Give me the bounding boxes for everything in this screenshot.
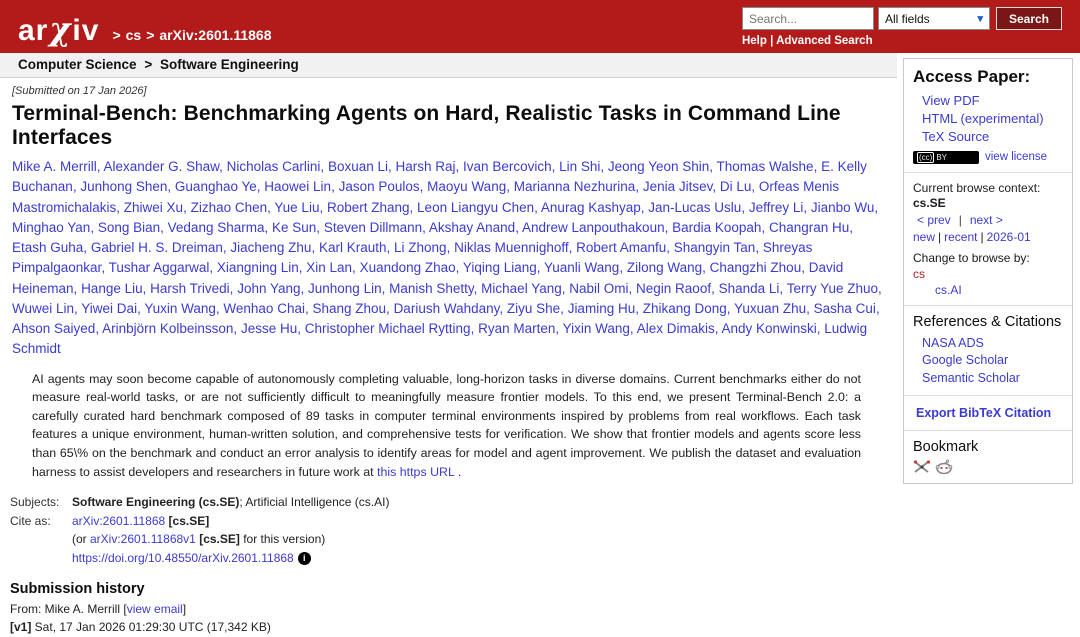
nasa-ads-link[interactable]: NASA ADS xyxy=(922,335,984,350)
help-links xyxy=(742,35,1062,47)
month-link[interactable]: 2026-01 xyxy=(986,229,1031,244)
breadcrumb-cs-link[interactable]: cs xyxy=(125,27,142,43)
author-link[interactable]: Alexander G. Shaw xyxy=(103,159,220,174)
author-link[interactable]: Li Zhong xyxy=(394,240,447,255)
subjects-label: Subjects: xyxy=(10,495,60,510)
submission-history-heading: Submission history xyxy=(10,580,145,597)
arxiv-logo[interactable]: arχiv xyxy=(18,10,100,48)
browse-context-section xyxy=(904,173,1072,306)
author-link[interactable]: Arinbjörn Kolbeinsson xyxy=(102,321,234,336)
author-link[interactable]: Jeong Yeon Shin xyxy=(607,159,710,174)
author-link[interactable]: Robert Zhang xyxy=(326,199,410,215)
citeas-spacer xyxy=(10,530,72,549)
author-link[interactable]: Junhong Lin xyxy=(308,280,382,296)
author-link[interactable]: Andrew Lanpouthakoun xyxy=(521,219,665,235)
citeas-arxiv-link[interactable]: arXiv:2601.11868 xyxy=(72,513,166,528)
prev-link[interactable]: < prev xyxy=(917,212,951,227)
tex-source-link[interactable]: TeX Source xyxy=(922,129,990,145)
author-link[interactable]: Hange Liu xyxy=(81,280,143,296)
author-link[interactable]: Shreyas Pimpalgaonkar xyxy=(12,240,813,276)
author-link[interactable]: Nabil Omi xyxy=(569,280,629,296)
author-link[interactable]: Shangyin Tan xyxy=(673,240,756,255)
prevnext-sep: | xyxy=(958,212,962,227)
author-link[interactable]: Michael Yang xyxy=(481,280,562,296)
submitted-date: [Submitted on 17 Jan 2026] xyxy=(12,85,147,97)
author-link[interactable]: Boxuan Li xyxy=(327,159,388,174)
category-cs-link[interactable]: Computer Science xyxy=(18,57,137,72)
author-link[interactable]: Yue Liu xyxy=(274,199,320,215)
submission-from-line: From: Mike A. Merrill [view email] xyxy=(10,601,187,616)
access-paper-heading: Access Paper: xyxy=(913,67,1031,86)
search-button[interactable]: Search xyxy=(996,7,1062,30)
doi-link[interactable]: https://doi.org/10.48550/arXiv.2601.11868 xyxy=(72,550,294,565)
browse-context-value: cs.SE xyxy=(913,195,946,210)
author-link[interactable]: Karl Krauth xyxy=(318,240,387,255)
author-link[interactable]: Shanda Li xyxy=(718,280,780,296)
author-link[interactable]: Wuwei Lin xyxy=(12,300,75,316)
author-link[interactable]: Changzhi Zhou xyxy=(709,260,802,276)
advanced-search-link[interactable]: Advanced Search xyxy=(776,35,873,47)
author-link[interactable]: Niklas Muennighoff xyxy=(454,240,569,255)
author-link[interactable]: Guanghao Ye xyxy=(174,179,257,195)
navline-sep: | xyxy=(980,229,984,244)
bookmark-heading: Bookmark xyxy=(913,439,979,456)
author-link[interactable]: Zhiwei Xu xyxy=(123,199,184,215)
help-links-sep: | xyxy=(766,35,777,47)
author-link[interactable]: Negin Raoof xyxy=(636,280,712,296)
cc-by-license-badge[interactable]: (cc) BY xyxy=(913,151,979,164)
bibsonomy-icon[interactable] xyxy=(913,459,931,475)
author-link[interactable]: Harsh Raj xyxy=(395,159,456,174)
search-field-value: All fields xyxy=(884,11,930,26)
author-link[interactable]: Mike A. Merrill xyxy=(12,159,97,174)
search-input[interactable] xyxy=(742,7,874,30)
semantic-scholar-link[interactable]: Semantic Scholar xyxy=(922,370,1020,385)
reddit-icon[interactable] xyxy=(935,459,953,475)
author-link[interactable]: Leon Liangyu Chen xyxy=(417,199,535,215)
author-link[interactable]: Bardia Koopah xyxy=(672,219,762,235)
author-link[interactable]: Yuxuan Zhu xyxy=(734,300,807,316)
abstract-url-link[interactable]: this https URL xyxy=(377,464,455,479)
author-link[interactable]: Ryan Marten xyxy=(478,321,556,336)
bookmark-section xyxy=(904,431,1072,483)
info-icon[interactable]: i xyxy=(298,552,311,565)
paper-title: Terminal-Bench: Benchmarking Agents on Hard, Realistic Tasks in Command Line Interfaces xyxy=(12,102,841,149)
author-link[interactable]: Di Lu xyxy=(719,179,752,195)
view-license-link[interactable]: view license xyxy=(985,151,1047,164)
abstract-suffix: . xyxy=(454,464,462,479)
references-citations-section xyxy=(904,306,1072,397)
subjects-value: Software Engineering (cs.SE); Artificial Intelligence (cs.AI) xyxy=(72,495,390,510)
author-link[interactable]: Terry Yue Zhuo xyxy=(786,280,878,296)
author-link[interactable]: Jenia Jitsev xyxy=(642,179,713,195)
author-link[interactable]: Ahson Saiyed xyxy=(12,321,96,336)
author-link[interactable]: John Yang xyxy=(237,280,301,296)
author-link[interactable]: Zizhao Chen xyxy=(190,199,268,215)
metadata-table xyxy=(10,493,883,567)
author-link[interactable]: Shang Zhou xyxy=(312,300,387,316)
doi-value xyxy=(72,549,311,568)
export-bibtex-section xyxy=(904,396,1072,431)
author-link[interactable]: Ke Sun xyxy=(272,219,317,235)
access-paper-section xyxy=(904,59,1072,173)
author-link[interactable]: Minghao Yan xyxy=(12,219,91,235)
author-link[interactable]: Christopher Michael Rytting xyxy=(304,321,471,336)
author-link[interactable]: E. Kelly Buchanan xyxy=(12,159,867,195)
author-link[interactable]: Jiaming Hu xyxy=(567,300,636,316)
abs-main xyxy=(0,78,897,637)
author-link[interactable]: Gabriel H. S. Dreiman xyxy=(90,240,223,255)
author-link[interactable]: Yiqing Liang xyxy=(462,260,537,276)
browse-cs-link[interactable]: cs xyxy=(913,266,925,281)
author-link[interactable]: Jan-Lucas Uslu xyxy=(648,199,742,215)
author-link[interactable]: Yuxin Wang xyxy=(144,300,216,316)
browse-csai-link[interactable]: cs.AI xyxy=(935,282,962,297)
abstract-body: AI agents may soon become capable of autonomously completing valuable, long-horizon tasks in diverse domains. Current benchmarks either do not measure real-world tasks, or are not sufficiently difficult to meaningfully measure frontier models. To this end, we present Terminal-Bench 2.0: a carefully curated hard benchmark composed of 89 tasks in computer terminal environments inspired by problems from real workflows. Each task features a unique environment, human-written solution, and comprehensive tests for verification. We show that frontier models and agents score less than 65\% on the benchmark and conduct an error analysis to identify areas for model and agent improvement. We publish the dataset and evaluation harness to assist developers and researchers in future work at xyxy=(32,371,861,479)
next-link[interactable]: next > xyxy=(969,212,1003,227)
author-link[interactable]: Xin Lan xyxy=(306,260,353,276)
doi-spacer xyxy=(10,549,72,568)
citeas-version-link[interactable]: arXiv:2601.11868v1 xyxy=(90,532,196,547)
author-link[interactable]: Maoyu Wang xyxy=(427,179,507,195)
breadcrumb xyxy=(107,27,271,43)
author-link[interactable]: Xuandong Zhao xyxy=(359,260,456,276)
author-link[interactable]: Tushar Aggarwal xyxy=(108,260,210,276)
category-breadcrumb xyxy=(0,53,897,78)
chi-glyph: χ xyxy=(49,10,72,48)
author-link[interactable]: Steven Dillmann xyxy=(323,219,423,235)
author-link[interactable]: Thomas Walshe xyxy=(716,159,814,174)
navline-sep: | xyxy=(938,229,942,244)
author-link[interactable]: Manish Shetty xyxy=(389,280,474,296)
author-link[interactable]: Ivan Bercovich xyxy=(463,159,552,174)
citeas-label: Cite as: xyxy=(10,513,51,528)
author-link[interactable]: Etash Guha xyxy=(12,240,84,255)
export-bibtex-link[interactable]: Export BibTeX Citation xyxy=(916,406,1052,421)
author-link[interactable]: Vedang Sharma xyxy=(167,219,265,235)
author-link[interactable]: Yixin Wang xyxy=(562,321,630,336)
author-link[interactable]: Xiangning Lin xyxy=(216,260,299,276)
author-link[interactable]: Andy Konwinski xyxy=(721,321,817,336)
breadcrumb-paper-link[interactable]: arXiv:2601.11868 xyxy=(159,27,272,43)
author-link[interactable]: Jeffrey Li xyxy=(748,199,804,215)
browse-context-label: Current browse context: xyxy=(913,180,1041,195)
author-link[interactable]: Alex Dimakis xyxy=(636,321,715,336)
author-link[interactable]: Jianbo Wu xyxy=(810,199,875,215)
author-link[interactable]: Yiwei Dai xyxy=(81,300,138,316)
breadcrumb-sep: > xyxy=(146,27,155,43)
author-link[interactable]: Dariush Wahdany xyxy=(393,300,500,316)
view-email-link[interactable]: view email xyxy=(126,601,183,616)
author-link[interactable]: Sasha Cui xyxy=(813,300,876,316)
category-sep: > xyxy=(144,57,153,72)
change-browse-label: Change to browse by: xyxy=(913,250,1030,265)
author-link[interactable]: Song Bian xyxy=(97,219,161,235)
recent-link[interactable]: recent xyxy=(944,229,978,244)
author-link[interactable]: Junhong Shen xyxy=(80,179,168,195)
chevron-down-icon: ▾ xyxy=(977,13,983,25)
author-link[interactable]: Ziyu She xyxy=(506,300,561,316)
author-link[interactable]: Anurag Kashyap xyxy=(540,199,641,215)
author-link[interactable]: Nicholas Carlini xyxy=(226,159,321,174)
google-scholar-link[interactable]: Google Scholar xyxy=(922,353,1009,368)
new-link[interactable]: new xyxy=(913,229,936,244)
author-link[interactable]: David Heineman xyxy=(12,260,844,296)
author-link[interactable]: Yuanli Wang xyxy=(544,260,620,276)
author-link[interactable]: Wenhao Chai xyxy=(223,300,305,316)
submission-v1-line: [v1] Sat, 17 Jan 2026 01:29:30 UTC (17,342 KB) xyxy=(10,620,271,635)
author-link[interactable]: Changran Hu xyxy=(768,219,850,235)
citeas-value: arXiv:2601.11868 [cs.SE] xyxy=(72,513,210,528)
author-link[interactable]: Zilong Wang xyxy=(626,260,703,276)
author-link[interactable]: Haowei Lin xyxy=(264,179,332,195)
author-link[interactable]: Marianna Nezhurina xyxy=(513,179,636,195)
author-link[interactable]: Harsh Trivedi xyxy=(150,280,230,296)
search-field-select[interactable] xyxy=(878,7,990,30)
category-se-link[interactable]: Software Engineering xyxy=(159,57,299,72)
extra-services-sidebar xyxy=(903,58,1073,484)
author-link[interactable]: Jiacheng Zhu xyxy=(230,240,312,255)
author-link[interactable]: Ludwig Schmidt xyxy=(12,321,868,357)
citeas-version: (or arXiv:2601.11868v1 [cs.SE] for this version) xyxy=(72,532,326,547)
author-link[interactable]: Orfeas Menis Mastromichalakis xyxy=(12,179,840,215)
help-link[interactable]: Help xyxy=(741,35,767,47)
abstract-text xyxy=(32,370,861,482)
authors-list: Mike A. Merrill, Alexander G. Shaw, Nicholas Carlini, Boxuan Li, Harsh Raj, Ivan Bercovich, Lin Shi, Jeong Yeon Shin, Thomas Walshe, E. Kelly Buchanan, Junhong Shen, Guanghao Ye, Haowei Lin, Jason Poulos, Maoyu Wang, Marianna Nezhurina, Jenia Jitsev, Di Lu, Orfeas Menis Mastromichalakis, Zhiwei Xu, Zizhao Chen, Yue Liu, Robert Zhang, Leon Liangyu Chen, Anurag Kashyap, Jan-Lucas Uslu, Jeffrey Li, Jianbo Wu, Minghao Yan, Song Bian, Vedang Sharma, Ke Sun, Steven Dillmann, Akshay Anand, Andrew Lanpouthakoun, Bardia Koopah, Changran Hu, Etash Guha, Gabriel H. S. Dreiman, Jiacheng Zhu, Karl Krauth, Li Zhong, Niklas Muennighoff, Robert Amanfu, Shangyin Tan, Shreyas Pimpalgaonkar, Tushar Aggarwal, Xiangning Lin, Xin Lan, Xuandong Zhao, Yiqing Liang, Yuanli Wang, Zilong Wang, Changzhi Zhou, David Heineman, Hange Liu, Harsh Trivedi, John Yang, Junhong Lin, Manish Shetty, Michael Yang, Nabil Omi, Negin Raoof, Shanda Li, Terry Yue Zhuo, Wuwei Lin, Yiwei Dai, Yuxin Wang, Wenhao Chai, Shang Zhou, Dariush Wahdany, Ziyu She, Jiaming Hu, Zhikang Dong, Yuxuan Zhu, Sasha Cui, Ahson Saiyed, Arinbjörn Kolbeinsson, Jesse Hu, Christopher Michael Rytting, Ryan Marten, Yixin Wang, Alex Dimakis, Andy Konwinski, Ludwig Schmidt xyxy=(12,159,882,357)
author-link[interactable]: Zhikang Dong xyxy=(642,300,727,316)
submission-history xyxy=(10,581,883,637)
author-link[interactable]: Jesse Hu xyxy=(240,321,298,336)
author-link[interactable]: Akshay Anand xyxy=(428,219,516,235)
breadcrumb-sep: > xyxy=(112,27,121,43)
top-banner xyxy=(0,0,1080,53)
references-heading: References & Citations xyxy=(913,313,1062,330)
view-pdf-link[interactable]: View PDF xyxy=(922,93,980,108)
author-link[interactable]: Jason Poulos xyxy=(338,179,420,195)
html-experimental-link[interactable]: HTML (experimental) xyxy=(922,111,1044,127)
author-link[interactable]: Lin Shi xyxy=(559,159,601,174)
author-link[interactable]: Robert Amanfu xyxy=(576,240,667,255)
